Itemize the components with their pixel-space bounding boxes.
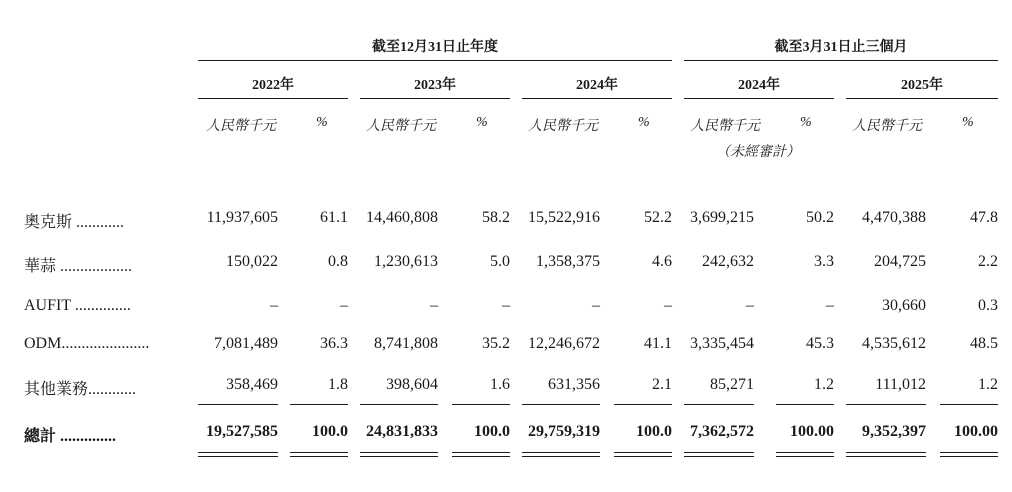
cell-2022-amount: – xyxy=(270,297,278,314)
cell-2024-pct: 4.6 xyxy=(652,253,672,270)
unit-rmb: 人民幣千元 xyxy=(852,119,922,134)
subtotal-rule xyxy=(684,404,754,405)
cell-2025q1-amount: 204,725 xyxy=(874,253,926,270)
cell-2025q1-amount: 30,660 xyxy=(882,297,926,314)
cell-2023-amount: 14,460,808 xyxy=(366,209,438,226)
cell-2023-amount: 1,230,613 xyxy=(374,253,438,270)
total-2023-amount: 24,831,833 xyxy=(366,423,438,440)
cell-2025q1-amount: 4,535,612 xyxy=(862,335,926,352)
total-double-rule xyxy=(522,452,600,457)
unit-pct: % xyxy=(962,115,974,130)
cell-2023-pct: – xyxy=(502,297,510,314)
total-2022-pct: 100.0 xyxy=(312,423,348,440)
total-double-rule xyxy=(940,452,998,457)
cell-2024-amount: 12,246,672 xyxy=(528,335,600,352)
subtotal-rule xyxy=(846,404,926,405)
year-2024-q1: 2024年 xyxy=(738,78,780,93)
total-double-rule xyxy=(776,452,834,457)
cell-2025q1-pct: 0.3 xyxy=(978,297,998,314)
subtotal-rule xyxy=(776,404,834,405)
cell-2025q1-pct: 1.2 xyxy=(978,376,998,393)
cell-2022-pct: 61.1 xyxy=(320,209,348,226)
subtotal-rule xyxy=(940,404,998,405)
year-rule-2023 xyxy=(360,98,510,99)
cell-2023-pct: 5.0 xyxy=(490,253,510,270)
cell-2022-amount: 358,469 xyxy=(226,376,278,393)
header-group-quarterly: 截至3月31日止三個月 xyxy=(774,40,908,55)
unit-pct: % xyxy=(800,115,812,130)
unit-rmb: 人民幣千元 xyxy=(366,119,436,134)
total-2024q1-pct: 100.00 xyxy=(790,423,834,440)
cell-2023-amount: 8,741,808 xyxy=(374,335,438,352)
cell-2024q1-pct: – xyxy=(826,297,834,314)
cell-2024-amount: 1,358,375 xyxy=(536,253,600,270)
year-rule-2024 xyxy=(522,98,672,99)
unit-pct: % xyxy=(476,115,488,130)
row-label: AUFIT .............. xyxy=(24,297,131,314)
cell-2024q1-pct: 1.2 xyxy=(814,376,834,393)
cell-2022-amount: 7,081,489 xyxy=(214,335,278,352)
total-double-rule xyxy=(846,452,926,457)
cell-2022-pct: 0.8 xyxy=(328,253,348,270)
subtotal-rule xyxy=(452,404,510,405)
total-2024-amount: 29,759,319 xyxy=(528,423,600,440)
subtotal-rule xyxy=(614,404,672,405)
subtotal-rule xyxy=(360,404,438,405)
cell-2023-pct: 35.2 xyxy=(482,335,510,352)
total-double-rule xyxy=(360,452,438,457)
cell-2025q1-pct: 48.5 xyxy=(970,335,998,352)
header-group-annual: 截至12月31日止年度 xyxy=(372,40,498,55)
total-2024q1-amount: 7,362,572 xyxy=(690,423,754,440)
cell-2023-amount: 398,604 xyxy=(386,376,438,393)
header-group-quarterly-rule xyxy=(684,60,998,61)
year-2023: 2023年 xyxy=(414,78,456,93)
row-label: 奧克斯 ............ xyxy=(24,214,125,231)
row-label: ODM...................... xyxy=(24,335,150,352)
subtotal-rule xyxy=(522,404,600,405)
row-label: 其他業務............ xyxy=(24,381,137,398)
cell-2024-amount: – xyxy=(592,297,600,314)
cell-2024q1-amount: – xyxy=(746,297,754,314)
cell-2025q1-amount: 4,470,388 xyxy=(862,209,926,226)
total-2023-pct: 100.0 xyxy=(474,423,510,440)
cell-2022-pct: 1.8 xyxy=(328,376,348,393)
cell-2024-pct: – xyxy=(664,297,672,314)
cell-2024q1-amount: 3,699,215 xyxy=(690,209,754,226)
cell-2024q1-pct: 45.3 xyxy=(806,335,834,352)
cell-2024-pct: 41.1 xyxy=(644,335,672,352)
cell-2023-pct: 58.2 xyxy=(482,209,510,226)
cell-2022-amount: 150,022 xyxy=(226,253,278,270)
total-2024-pct: 100.0 xyxy=(636,423,672,440)
cell-2024-amount: 15,522,916 xyxy=(528,209,600,226)
cell-2024-amount: 631,356 xyxy=(548,376,600,393)
total-2022-amount: 19,527,585 xyxy=(206,423,278,440)
cell-2024q1-amount: 242,632 xyxy=(702,253,754,270)
year-2025-q1: 2025年 xyxy=(901,78,943,93)
unit-rmb: 人民幣千元 xyxy=(528,119,598,134)
unit-rmb: 人民幣千元 xyxy=(690,119,760,134)
cell-2022-amount: 11,937,605 xyxy=(206,209,278,226)
cell-2025q1-pct: 2.2 xyxy=(978,253,998,270)
total-2025q1-amount: 9,352,397 xyxy=(862,423,926,440)
cell-2024q1-amount: 85,271 xyxy=(710,376,754,393)
cell-2025q1-amount: 111,012 xyxy=(875,376,926,393)
year-2024: 2024年 xyxy=(576,78,618,93)
year-rule-2025-q1 xyxy=(846,98,998,99)
total-2025q1-pct: 100.00 xyxy=(954,423,998,440)
subtotal-rule xyxy=(198,404,278,405)
cell-2023-amount: – xyxy=(430,297,438,314)
year-rule-2024-q1 xyxy=(684,98,834,99)
cell-2024-pct: 2.1 xyxy=(652,376,672,393)
total-double-rule xyxy=(684,452,754,457)
year-2022: 2022年 xyxy=(252,78,294,93)
total-double-rule xyxy=(614,452,672,457)
cell-2024q1-pct: 50.2 xyxy=(806,209,834,226)
subtotal-rule xyxy=(290,404,348,405)
total-double-rule xyxy=(452,452,510,457)
row-label: 華蒜 .................. xyxy=(24,258,133,275)
unit-pct: % xyxy=(316,115,328,130)
unit-pct: % xyxy=(638,115,650,130)
cell-2024q1-amount: 3,335,454 xyxy=(690,335,754,352)
cell-2024-pct: 52.2 xyxy=(644,209,672,226)
total-double-rule xyxy=(198,452,278,457)
cell-2022-pct: 36.3 xyxy=(320,335,348,352)
cell-2022-pct: – xyxy=(340,297,348,314)
unit-rmb: 人民幣千元 xyxy=(206,119,276,134)
total-double-rule xyxy=(290,452,348,457)
cell-2025q1-pct: 47.8 xyxy=(970,209,998,226)
cell-2023-pct: 1.6 xyxy=(490,376,510,393)
cell-2024q1-pct: 3.3 xyxy=(814,253,834,270)
year-rule-2022 xyxy=(198,98,348,99)
total-label: 總計 .............. xyxy=(24,428,117,445)
unit-unaudited: （未經審計） xyxy=(716,145,800,160)
header-group-annual-rule xyxy=(198,60,672,61)
